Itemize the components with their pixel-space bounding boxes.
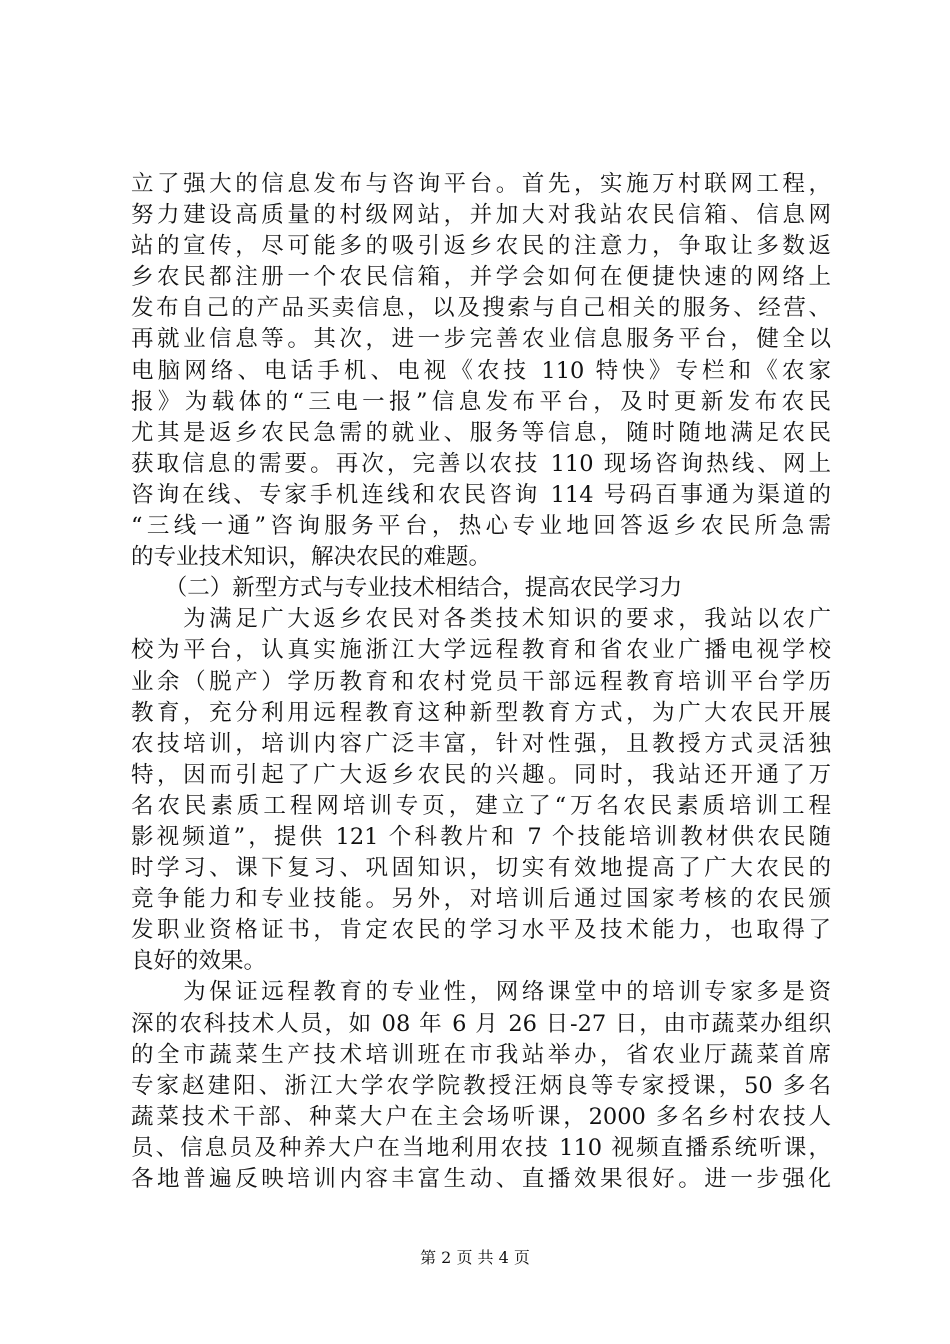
text-line: 为保证远程教育的专业性，网络课堂中的培训专家多是资 [131,979,831,1006]
text-line: 业余（脱产）学历教育和农村党员干部远程教育培训平台学历 [131,668,831,695]
text-line: 各地普遍反映培训内容丰富生动、直播效果很好。进一步强化 [131,1166,831,1192]
text-line: 的专业技术知识，解决农民的难题。 [131,544,492,571]
text-line: 努力建设高质量的村级网站，并加大对我站农民信箱、信息网 [131,202,831,229]
text-line: 名农民素质工程网培训专页，建立了“万名农民素质培训工程 [131,792,831,819]
text-line: 竞争能力和专业技能。另外，对培训后通过国家考核的农民颁 [131,886,831,913]
text-line: 尤其是返乡农民急需的就业、服务等信息，随时随地满足农民 [131,419,831,446]
text-line: 教育，充分利用远程教育这种新型教育方式，为广大农民开展 [131,699,831,726]
text-line: 良好的效果。 [131,948,267,975]
text-line: 发职业资格证书，肯定农民的学习水平及技术能力，也取得了 [131,917,831,944]
text-line: 报》为载体的“三电一报”信息发布平台，及时更新发布农民 [131,388,831,415]
section-heading: （二）新型方式与专业技术相结合，提高农民学习力 [131,575,683,602]
text-line: 特，因而引起了广大返乡农民的兴趣。同时，我站还开通了万 [131,761,831,788]
text-line: 深的农科技术人员，如 08 年 6 月 26 日-27 日，由市蔬菜办组织 [131,1010,831,1037]
text-line: 蔬菜技术干部、种菜大户在主会场听课，2000 多名乡村农技人 [131,1103,831,1130]
text-line: 咨询在线、专家手机连线和农民咨询 114 号码百事通为渠道的 [131,481,831,508]
text-line: 为满足广大返乡农民对各类技术知识的要求，我站以农广 [131,606,831,633]
text-line: 影视频道”，提供 121 个科教片和 7 个技能培训教材供农民随 [131,823,831,850]
text-line: 立了强大的信息发布与咨询平台。首先，实施万村联网工程， [131,171,831,197]
page-number-footer: 第 2 页 共 4 页 [420,1248,530,1267]
text-line: 获取信息的需要。再次，完善以农技 110 现场咨询热线、网上 [131,450,831,477]
text-line: 电脑网络、电话手机、电视《农技 110 特快》专栏和《农家 [131,357,831,384]
text-line: “三线一通”咨询服务平台，热心专业地回答返乡农民所急需 [131,513,831,540]
text-line: 再就业信息等。其次，进一步完善农业信息服务平台，健全以 [131,326,831,353]
text-line: 的全市蔬菜生产技术培训班在市我站举办，省农业厅蔬菜首席 [131,1041,831,1068]
text-line: 农技培训，培训内容广泛丰富，针对性强，且教授方式灵活独 [131,730,831,757]
text-line: 站的宣传，尽可能多的吸引返乡农民的注意力，争取让多数返 [131,233,831,260]
text-line: 专家赵建阳、浙江大学农学院教授汪炳良等专家授课，50 多名 [131,1072,831,1099]
text-line: 发布自己的产品买卖信息，以及搜索与自己相关的服务、经营、 [131,295,831,322]
text-line: 乡农民都注册一个农民信箱，并学会如何在便捷快速的网络上 [131,264,831,291]
text-line: 校为平台，认真实施浙江大学远程教育和省农业广播电视学校 [131,637,831,664]
document-body [131,169,831,1195]
text-line: 时学习、课下复习、巩固知识，切实有效地提高了广大农民的 [131,855,831,882]
text-line: 员、信息员及种养大户在当地利用农技 110 视频直播系统听课， [131,1134,831,1161]
